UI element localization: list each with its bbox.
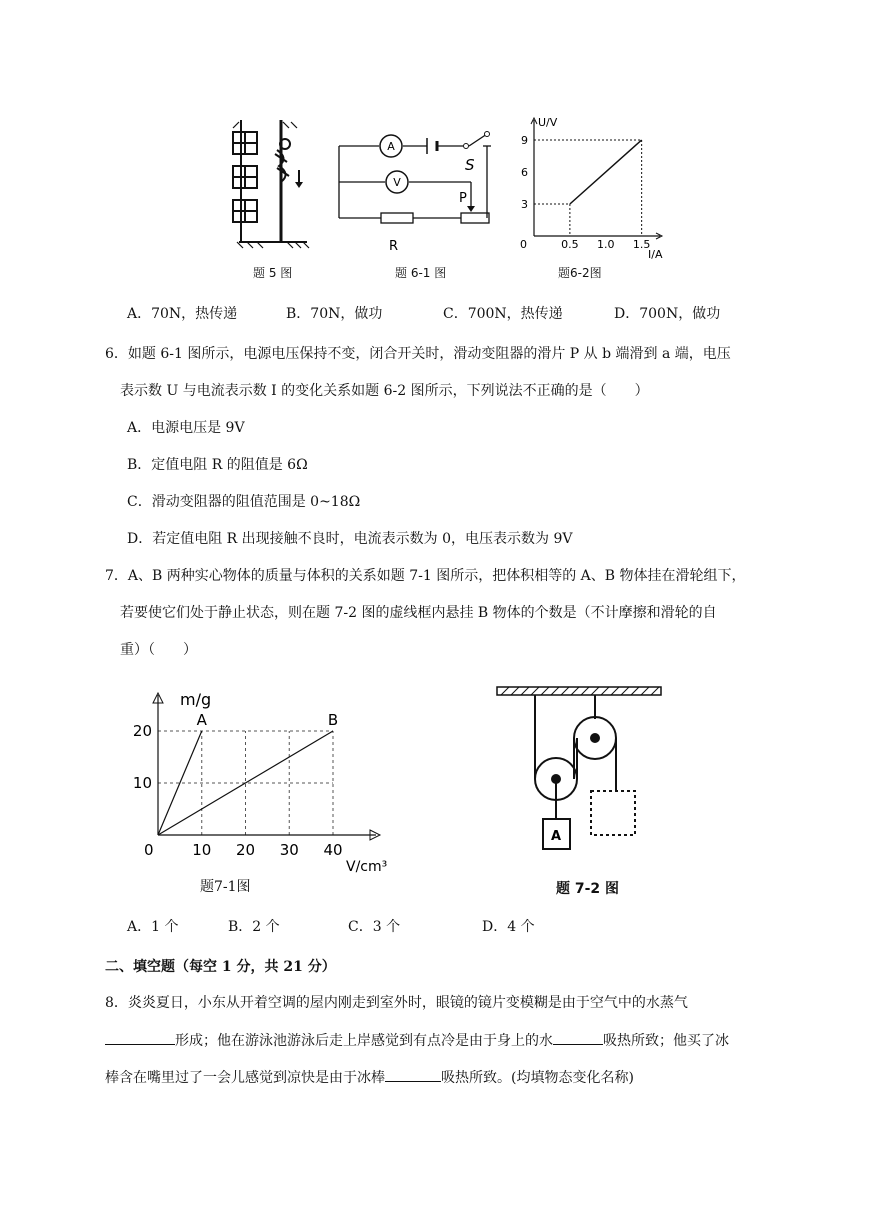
q7-stem-line3: 重）（ ） (120, 642, 197, 658)
series-line (570, 140, 642, 204)
q7-option-c: C．3 个 (348, 919, 401, 935)
figure-6-1-caption: 题 6-1 图 (395, 266, 447, 280)
x-tick-label: 30 (279, 841, 299, 859)
x-tick-label: 0.5 (561, 238, 579, 251)
y-tick-label: 10 (132, 774, 152, 792)
q6-option-c: C．滑动变阻器的阻值范围是 0~18Ω (127, 494, 361, 510)
x-tick-label: 40 (323, 841, 343, 859)
x-tick-label: 10 (192, 841, 212, 859)
x-axis-label: V/cm³ (346, 859, 388, 875)
origin-label: 0 (144, 841, 154, 859)
figure-7-2-caption: 题 7-2 图 (556, 881, 620, 897)
figure-6-1-circuit (335, 130, 495, 255)
x-tick-label: 1.0 (597, 238, 615, 251)
q6-option-d: D．若定值电阻 R 出现接触不良时，电流表示数为 0，电压表示数为 9V (127, 531, 573, 547)
q5-option-c: C．700N，热传递 (443, 306, 563, 322)
figure-7-2-pulleys (495, 683, 665, 853)
q8-line3-part-a: 棒含在嘴里过了一会儿感觉到凉快是由于冰棒 (105, 1070, 385, 1086)
figure-7-1-chart (130, 685, 388, 875)
q8-line3-part-b: 吸热所致。(均填物态变化名称) (441, 1070, 634, 1086)
x-axis-label: I/A (648, 248, 663, 261)
q6-option-b: B．定值电阻 R 的阻值是 6Ω (127, 457, 308, 473)
slider-label: P (459, 191, 467, 206)
q8-line2-part-b: 吸热所致；他买了冰 (603, 1033, 729, 1049)
q8-stem-line2 (105, 1030, 729, 1051)
q7-option-b: B．2 个 (228, 919, 280, 935)
y-tick-label: 3 (521, 198, 528, 211)
x-tick-label: 1.5 (632, 238, 651, 251)
y-axis-label: U/V (538, 116, 558, 129)
figure-6-2-caption: 题6-2图 (558, 266, 602, 280)
figure-7-1-caption: 题7-1图 (200, 879, 251, 895)
figure-5 (225, 118, 315, 248)
y-axis-label: m/g (180, 690, 212, 709)
origin-label: 0 (520, 238, 527, 251)
ammeter-label: A (387, 140, 395, 153)
block-a-label: A (550, 829, 562, 844)
q7-option-d: D．4 个 (482, 919, 535, 935)
q8-blank-2[interactable] (553, 1030, 603, 1045)
q6-option-a: A．电源电压是 9V (127, 420, 245, 436)
series-label-a: A (196, 711, 207, 729)
section-2-title: 二、填空题（每空 1 分，共 21 分） (105, 959, 336, 975)
y-tick-label: 20 (132, 722, 152, 740)
x-tick-label: 20 (235, 841, 256, 859)
y-tick-label: 6 (521, 166, 528, 179)
q5-option-a: A．70N，热传递 (127, 306, 238, 322)
q7-option-a: A．1 个 (127, 919, 179, 935)
q5-option-b: B．70N，做功 (286, 306, 383, 322)
y-tick-label: 9 (521, 134, 528, 147)
resistor-label: R (389, 239, 399, 254)
voltmeter-label: V (393, 176, 401, 189)
q6-stem-line1: 6．如题 6-1 图所示，电源电压保持不变，闭合开关时，滑动变阻器的滑片 P 从 b 端滑到 a 端，电压 (105, 346, 731, 362)
figure-6-2-chart (510, 112, 670, 260)
q7-stem-line2: 若要使它们处于静止状态，则在题 7-2 图的虚线框内悬挂 B 物体的个数是（不计摩擦和滑轮的自 (120, 605, 717, 621)
q8-line2-part-a: 形成；他在游泳池游泳后走上岸感觉到有点冷是由于身上的水 (175, 1033, 553, 1049)
figure-5-caption: 题 5 图 (253, 266, 293, 280)
q6-stem-line2: 表示数 U 与电流表示数 I 的变化关系如题 6-2 图所示，下列说法不正确的是（ ） (120, 383, 649, 399)
q7-stem-line1: 7．A、B 两种实心物体的质量与体积的关系如题 7-1 图所示，把体积相等的 A、B 物体挂在滑轮组下， (105, 568, 746, 584)
q5-option-d: D．700N，做功 (614, 306, 721, 322)
q8-stem-line3 (105, 1067, 634, 1088)
q8-blank-3[interactable] (385, 1067, 441, 1082)
q8-stem-line1: 8．炎炎夏日，小东从开着空调的屋内刚走到室外时，眼镜的镜片变模糊是由于空气中的水蒸气 (105, 995, 688, 1011)
switch-label: S (465, 156, 475, 174)
series-label-b: B (327, 711, 339, 729)
q8-blank-1[interactable] (105, 1030, 175, 1045)
